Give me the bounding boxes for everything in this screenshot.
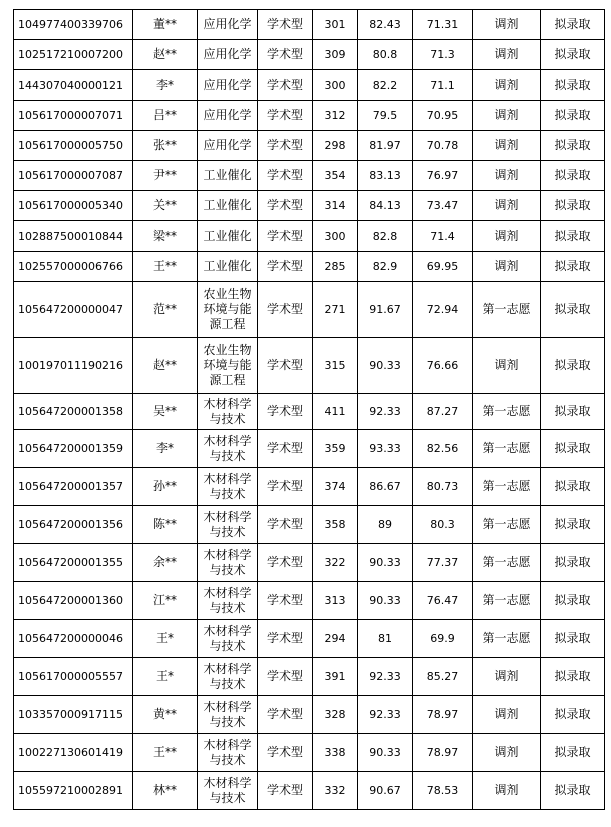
total-score-cell: 71.1 [413,70,473,101]
result-cell: 拟录取 [541,582,605,620]
table-row [14,282,605,338]
table-row [14,658,605,696]
preference-cell: 调剂 [473,221,541,252]
total-score-cell: 69.95 [413,252,473,282]
major-cell: 工业催化 [198,252,258,282]
result-cell: 拟录取 [541,658,605,696]
preference-cell: 调剂 [473,10,541,40]
exam-score-cell: 358 [313,506,358,544]
degree-type-cell: 学术型 [258,468,313,506]
major-cell: 工业催化 [198,161,258,191]
exam-score-cell: 298 [313,131,358,161]
result-cell: 拟录取 [541,506,605,544]
exam-score-cell: 285 [313,252,358,282]
candidate-id-cell: 105617000007087 [14,161,133,191]
candidate-id-cell: 105647200001356 [14,506,133,544]
total-score-cell: 80.3 [413,506,473,544]
total-score-cell: 78.97 [413,696,473,734]
major-cell: 应用化学 [198,101,258,131]
major-cell: 木材科学与技术 [198,506,258,544]
interview-score-cell: 82.9 [358,252,413,282]
total-score-cell: 85.27 [413,658,473,696]
name-cell: 陈** [133,506,198,544]
major-cell: 农业生物环境与能源工程 [198,338,258,394]
major-cell: 木材科学与技术 [198,582,258,620]
degree-type-cell: 学术型 [258,282,313,338]
total-score-cell: 69.9 [413,620,473,658]
degree-type-cell: 学术型 [258,70,313,101]
interview-score-cell: 92.33 [358,394,413,430]
exam-score-cell: 312 [313,101,358,131]
degree-type-cell: 学术型 [258,252,313,282]
total-score-cell: 71.4 [413,221,473,252]
candidate-id-cell: 103357000917115 [14,696,133,734]
candidate-id-cell: 104977400339706 [14,10,133,40]
candidate-id-cell: 144307040000121 [14,70,133,101]
total-score-cell: 73.47 [413,191,473,221]
preference-cell: 调剂 [473,696,541,734]
preference-cell: 调剂 [473,131,541,161]
degree-type-cell: 学术型 [258,10,313,40]
candidate-id-cell: 105647200001360 [14,582,133,620]
name-cell: 尹** [133,161,198,191]
candidate-id-cell: 102557000006766 [14,252,133,282]
major-cell: 木材科学与技术 [198,734,258,772]
exam-score-cell: 309 [313,40,358,70]
interview-score-cell: 89 [358,506,413,544]
preference-cell: 第一志愿 [473,620,541,658]
result-cell: 拟录取 [541,161,605,191]
interview-score-cell: 79.5 [358,101,413,131]
candidate-id-cell: 105647200001359 [14,430,133,468]
exam-score-cell: 301 [313,10,358,40]
total-score-cell: 76.47 [413,582,473,620]
interview-score-cell: 82.43 [358,10,413,40]
candidate-id-cell: 105647200000047 [14,282,133,338]
table-row [14,338,605,394]
preference-cell: 第一志愿 [473,394,541,430]
name-cell: 王** [133,252,198,282]
candidate-id-cell: 105617000005750 [14,131,133,161]
total-score-cell: 71.31 [413,10,473,40]
name-cell: 董** [133,10,198,40]
name-cell: 王** [133,734,198,772]
table-row [14,696,605,734]
preference-cell: 第一志愿 [473,544,541,582]
table-row [14,734,605,772]
preference-cell: 调剂 [473,161,541,191]
total-score-cell: 76.66 [413,338,473,394]
total-score-cell: 71.3 [413,40,473,70]
table-row [14,394,605,430]
name-cell: 关** [133,191,198,221]
preference-cell: 第一志愿 [473,468,541,506]
result-cell: 拟录取 [541,40,605,70]
degree-type-cell: 学术型 [258,131,313,161]
degree-type-cell: 学术型 [258,191,313,221]
table-row [14,221,605,252]
interview-score-cell: 93.33 [358,430,413,468]
candidate-id-cell: 105647200000046 [14,620,133,658]
exam-score-cell: 300 [313,221,358,252]
candidate-id-cell: 105647200001358 [14,394,133,430]
result-cell: 拟录取 [541,221,605,252]
major-cell: 工业催化 [198,191,258,221]
result-cell: 拟录取 [541,338,605,394]
result-cell: 拟录取 [541,430,605,468]
exam-score-cell: 294 [313,620,358,658]
result-cell: 拟录取 [541,10,605,40]
admission-table [13,9,605,810]
result-cell: 拟录取 [541,70,605,101]
table-row [14,70,605,101]
major-cell: 木材科学与技术 [198,772,258,810]
result-cell: 拟录取 [541,620,605,658]
name-cell: 李* [133,70,198,101]
exam-score-cell: 322 [313,544,358,582]
preference-cell: 调剂 [473,70,541,101]
candidate-id-cell: 105647200001355 [14,544,133,582]
major-cell: 工业催化 [198,221,258,252]
degree-type-cell: 学术型 [258,772,313,810]
major-cell: 应用化学 [198,10,258,40]
result-cell: 拟录取 [541,544,605,582]
degree-type-cell: 学术型 [258,544,313,582]
table-row [14,252,605,282]
table-row [14,40,605,70]
major-cell: 木材科学与技术 [198,430,258,468]
candidate-id-cell: 105617000007071 [14,101,133,131]
exam-score-cell: 374 [313,468,358,506]
result-cell: 拟录取 [541,282,605,338]
name-cell: 王* [133,620,198,658]
total-score-cell: 78.97 [413,734,473,772]
name-cell: 吕** [133,101,198,131]
result-cell: 拟录取 [541,394,605,430]
table-row [14,131,605,161]
preference-cell: 第一志愿 [473,582,541,620]
name-cell: 赵** [133,338,198,394]
exam-score-cell: 354 [313,161,358,191]
major-cell: 木材科学与技术 [198,468,258,506]
result-cell: 拟录取 [541,252,605,282]
exam-score-cell: 391 [313,658,358,696]
name-cell: 梁** [133,221,198,252]
exam-score-cell: 332 [313,772,358,810]
name-cell: 林** [133,772,198,810]
candidate-id-cell: 105597210002891 [14,772,133,810]
exam-score-cell: 300 [313,70,358,101]
interview-score-cell: 83.13 [358,161,413,191]
preference-cell: 调剂 [473,734,541,772]
exam-score-cell: 315 [313,338,358,394]
result-cell: 拟录取 [541,696,605,734]
interview-score-cell: 80.8 [358,40,413,70]
name-cell: 王* [133,658,198,696]
table-row [14,10,605,40]
name-cell: 黄** [133,696,198,734]
total-score-cell: 78.53 [413,772,473,810]
major-cell: 木材科学与技术 [198,658,258,696]
exam-score-cell: 411 [313,394,358,430]
candidate-id-cell: 102887500010844 [14,221,133,252]
table-row [14,772,605,810]
interview-score-cell: 81 [358,620,413,658]
degree-type-cell: 学术型 [258,620,313,658]
degree-type-cell: 学术型 [258,394,313,430]
preference-cell: 第一志愿 [473,506,541,544]
degree-type-cell: 学术型 [258,40,313,70]
name-cell: 余** [133,544,198,582]
candidate-id-cell: 105647200001357 [14,468,133,506]
major-cell: 木材科学与技术 [198,696,258,734]
preference-cell: 第一志愿 [473,430,541,468]
interview-score-cell: 90.33 [358,338,413,394]
degree-type-cell: 学术型 [258,658,313,696]
total-score-cell: 76.97 [413,161,473,191]
degree-type-cell: 学术型 [258,696,313,734]
preference-cell: 第一志愿 [473,282,541,338]
major-cell: 木材科学与技术 [198,620,258,658]
name-cell: 李* [133,430,198,468]
preference-cell: 调剂 [473,40,541,70]
interview-score-cell: 84.13 [358,191,413,221]
total-score-cell: 70.78 [413,131,473,161]
interview-score-cell: 92.33 [358,658,413,696]
major-cell: 应用化学 [198,40,258,70]
name-cell: 吴** [133,394,198,430]
table-row [14,620,605,658]
interview-score-cell: 81.97 [358,131,413,161]
candidate-id-cell: 105617000005557 [14,658,133,696]
major-cell: 木材科学与技术 [198,394,258,430]
table-row [14,430,605,468]
candidate-id-cell: 102517210007200 [14,40,133,70]
preference-cell: 调剂 [473,252,541,282]
interview-score-cell: 82.8 [358,221,413,252]
total-score-cell: 77.37 [413,544,473,582]
table-row [14,582,605,620]
degree-type-cell: 学术型 [258,506,313,544]
major-cell: 木材科学与技术 [198,544,258,582]
major-cell: 应用化学 [198,70,258,101]
candidate-id-cell: 105617000005340 [14,191,133,221]
exam-score-cell: 338 [313,734,358,772]
name-cell: 赵** [133,40,198,70]
name-cell: 张** [133,131,198,161]
table-row [14,544,605,582]
result-cell: 拟录取 [541,191,605,221]
interview-score-cell: 90.33 [358,582,413,620]
total-score-cell: 80.73 [413,468,473,506]
degree-type-cell: 学术型 [258,221,313,252]
degree-type-cell: 学术型 [258,101,313,131]
result-cell: 拟录取 [541,468,605,506]
exam-score-cell: 271 [313,282,358,338]
interview-score-cell: 86.67 [358,468,413,506]
exam-score-cell: 314 [313,191,358,221]
candidate-id-cell: 100227130601419 [14,734,133,772]
admission-table-container [13,9,605,810]
table-row [14,468,605,506]
major-cell: 应用化学 [198,131,258,161]
total-score-cell: 70.95 [413,101,473,131]
preference-cell: 调剂 [473,658,541,696]
exam-score-cell: 313 [313,582,358,620]
table-row [14,191,605,221]
interview-score-cell: 90.33 [358,544,413,582]
exam-score-cell: 328 [313,696,358,734]
result-cell: 拟录取 [541,131,605,161]
degree-type-cell: 学术型 [258,430,313,468]
name-cell: 江** [133,582,198,620]
result-cell: 拟录取 [541,101,605,131]
degree-type-cell: 学术型 [258,734,313,772]
table-body [14,10,605,810]
degree-type-cell: 学术型 [258,161,313,191]
exam-score-cell: 359 [313,430,358,468]
result-cell: 拟录取 [541,734,605,772]
preference-cell: 调剂 [473,101,541,131]
preference-cell: 调剂 [473,338,541,394]
table-row [14,161,605,191]
interview-score-cell: 91.67 [358,282,413,338]
interview-score-cell: 92.33 [358,696,413,734]
total-score-cell: 87.27 [413,394,473,430]
total-score-cell: 82.56 [413,430,473,468]
degree-type-cell: 学术型 [258,338,313,394]
interview-score-cell: 82.2 [358,70,413,101]
result-cell: 拟录取 [541,772,605,810]
name-cell: 范** [133,282,198,338]
preference-cell: 调剂 [473,772,541,810]
degree-type-cell: 学术型 [258,582,313,620]
preference-cell: 调剂 [473,191,541,221]
name-cell: 孙** [133,468,198,506]
interview-score-cell: 90.67 [358,772,413,810]
table-row [14,506,605,544]
table-row [14,101,605,131]
interview-score-cell: 90.33 [358,734,413,772]
total-score-cell: 72.94 [413,282,473,338]
major-cell: 农业生物环境与能源工程 [198,282,258,338]
candidate-id-cell: 100197011190216 [14,338,133,394]
